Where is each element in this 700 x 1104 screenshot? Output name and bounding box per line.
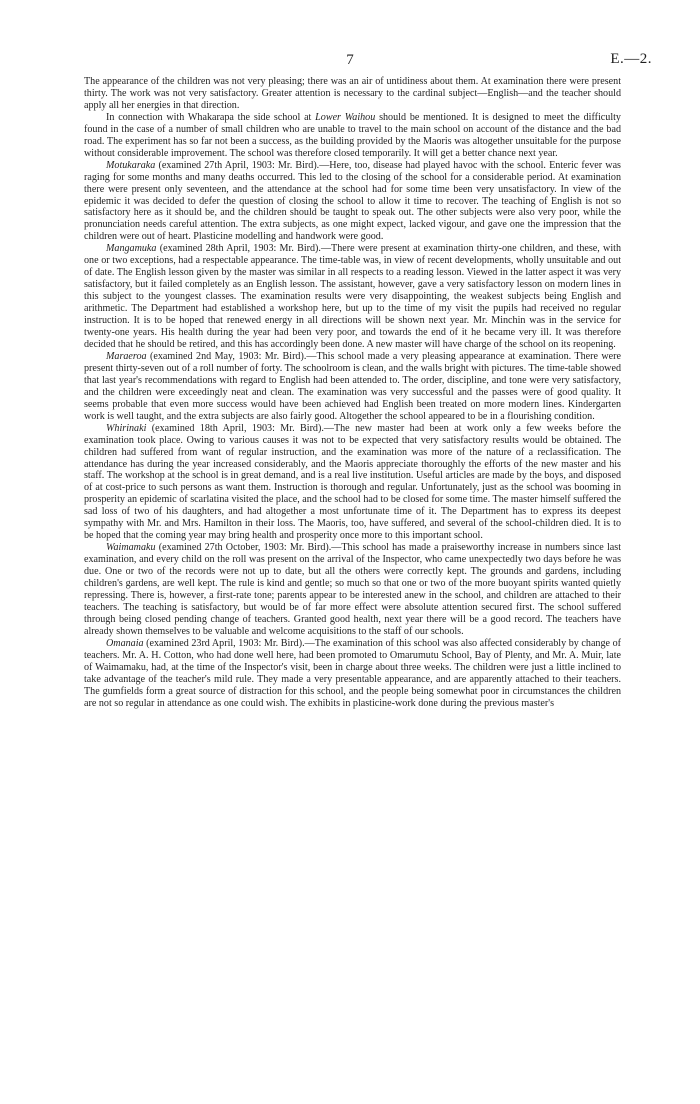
report-body <box>84 76 621 710</box>
paragraph-maraeroa <box>84 351 621 423</box>
paragraph-text: (examined 27th April, 1903: Mr. Bird).—Here, too, disease had played havoc with the school. Enteric fever was raging for some months and many deaths occurred. This led to the closing of the school for a considerable period. At examination there were present only seventeen, and the attendance at the school had for some time been very unsatisfactory. In view of the epidemic it was decided to defer the question of closing the school to allow it time to recover. The teaching of English is not so satisfactory here as it should be, and the children should be taught to speak out. The other subjects were also very poor, while the pronunciation needs careful attention. The extra subjects, as one might expect, lacked vigour, and gave one the impression that the children were out of heart. Plasticine modelling and handwork were good. <box>84 159 621 243</box>
paragraph-whirinaki <box>84 423 621 543</box>
school-name: Waimamaku <box>106 542 156 554</box>
paragraph-text: (examined 23rd April, 1903: Mr. Bird).—The examination of this school was also affected considerably by change of teachers. Mr. A. H. Cotton, who had done well here, had been promoted to Omarumutu School, Bay of Plenty, and Mr. A. Muir, late of Waimamaku, had, at the time of the Inspector's visit, been in charge about three weeks. The children were just a little inclined to take advantage of the teacher's mild rule. They made a very presentable appearance, and are apparently attached to their teachers. The gumfields form a great source of distraction for this school, and the people being somewhat poor in circumstances the children are not so regular in attendance as one could wish. The exhibits in plasticine-work done during the previous master's <box>84 637 621 709</box>
school-name: Motukaraka <box>106 159 156 171</box>
school-name: Omanaia <box>106 637 144 649</box>
paragraph-text: (examined 28th April, 1903: Mr. Bird).—There were present at examination thirty-one children, and these, with one or two exceptions, had a respectable appearance. The time-table was, in view of recent developments, wholly unsuitable and out of date. The English lesson given by the master was similar in all respects to a reading lesson. Viewed in the latter aspect it was very satisfactory, but it failed completely as an English lesson. The assistant, however, gave a very satisfactory lesson on modern lines in this subject to the youngest classes. The examination results were very disappointing, the weakest subjects being English and arithmetic. The Department had established a workshop here, but up to the time of my visit the pupils had received no regular instruction. It is to be hoped that renewed energy in all directions will be shown next year. Mr. Minchin was in the service for twenty-one years. His health during the year had been very poor, and towards the end of it he became very ill. It was therefore decided that he should be retired, and this has accordingly been done. A new master will have charge of the school on its reopening. <box>84 243 621 350</box>
paragraph-intro <box>84 76 621 112</box>
school-name: Mangamuka <box>106 243 157 255</box>
paragraph-text: should be mentioned. It is designed to meet the difficulty found in the case of a number of small children who are unable to travel to the main school on account of the distance and the bad road. The experiment has so far not been a success, as the building provided by the Maoris was altogether unsuitable for the purpose without considerable improvement. The school was therefore closed temporarily. It will get a better chance next year. <box>84 111 621 159</box>
paragraph-text: The appearance of the children was not very pleasing; there was an air of untidiness about them. At examination there were present thirty. The work was not very satisfactory. Greater attention is necessary to the cardinal subject—English—and the teacher should apply all her energies in that direction. <box>84 76 621 111</box>
school-name: Maraeroa <box>106 350 147 362</box>
school-name: Whirinaki <box>106 422 147 434</box>
paragraph-text: (examined 18th April, 1903: Mr. Bird).—The new master had been at work only a few weeks before the examination took place. Owing to various causes it was not to be expected that very satisfactory results would be obtained. The children had suffered from want of regular instruction, and the examination was more of the nature of a reclassification. The attendance has during the year increased considerably, and the Maoris appreciate thoroughly the efforts of the new master and his staff. The workshop at the school is in great demand, and is a real live institution. Useful articles are made by the boys, and disposed of at cost-price to such persons as want them. Instruction is thorough and regular. Unfortunately, just as the school was booming in prosperity an epidemic of scarlatina visited the place, and the school had to be closed for some time. The master himself suffered the sad loss of two of his daughters, and had altogether a most unfortunate time of it. The Department has to express its deepest sympathy with Mr. and Mrs. Hamilton in their loss. The Maoris, too, have suffered, and several of the school-children died. It is to be hoped that the coming year may bring health and prosperity once more to this important school. <box>84 422 621 542</box>
page-number: 7 <box>346 52 354 68</box>
paragraph-omanaia <box>84 638 621 710</box>
paragraph-motukaraka <box>84 160 621 244</box>
paragraph-text: In connection with Whakarapa the side school at <box>106 111 316 123</box>
document-reference: E.—2. <box>610 51 652 67</box>
paragraph-mangamuka <box>84 243 621 351</box>
paragraph-text: (examined 27th October, 1903: Mr. Bird).—This school has made a praiseworthy increase in numbers since last examination, and every child on the roll was present on the arrival of the Inspector, who came unexpectedly two days before he was due. One or two of the records were not up to date, but all the others were correctly kept. The grounds and gardens, including children's gardens, are well kept. The rule is kind and gentle; so much so that one or two of the more buoyant spirits wanted quietly repressing. There is, however, a first-rate tone; parents appear to be interested anew in the school, and children are attached to their teachers. The teaching is satisfactory, but would be of far more effect were absolute attention secured first. The school suffered through being closed pending change of teachers. Granted good health, next year there will be a good record. The teachers have already shown themselves to be valuable and welcome acquisitions to the staff of our schools. <box>84 542 621 637</box>
paragraph-text: (examined 2nd May, 1903: Mr. Bird).—This school made a very pleasing appearance at examination. There were present thirty-seven out of a roll number of forty. The schoolroom is clean, and the walls bright with pictures. The time-table showed that last year's recommendations with regard to English had been attended to. The order, discipline, and tone were very satisfactory, and the children were exceedingly neat and clean. The examination was very successful and the passes were of good quality. It seems probable that even more success would have been achieved had English been treated on more modern lines. Kindergarten work is well taught, and the extra subjects are also fairly good. Altogether the school appeared to be in a flourishing condition. <box>84 350 621 422</box>
paragraph-waimamaku <box>84 542 621 638</box>
paragraph-lower-waihou <box>84 112 621 160</box>
school-name: Lower Waihou <box>315 111 376 123</box>
